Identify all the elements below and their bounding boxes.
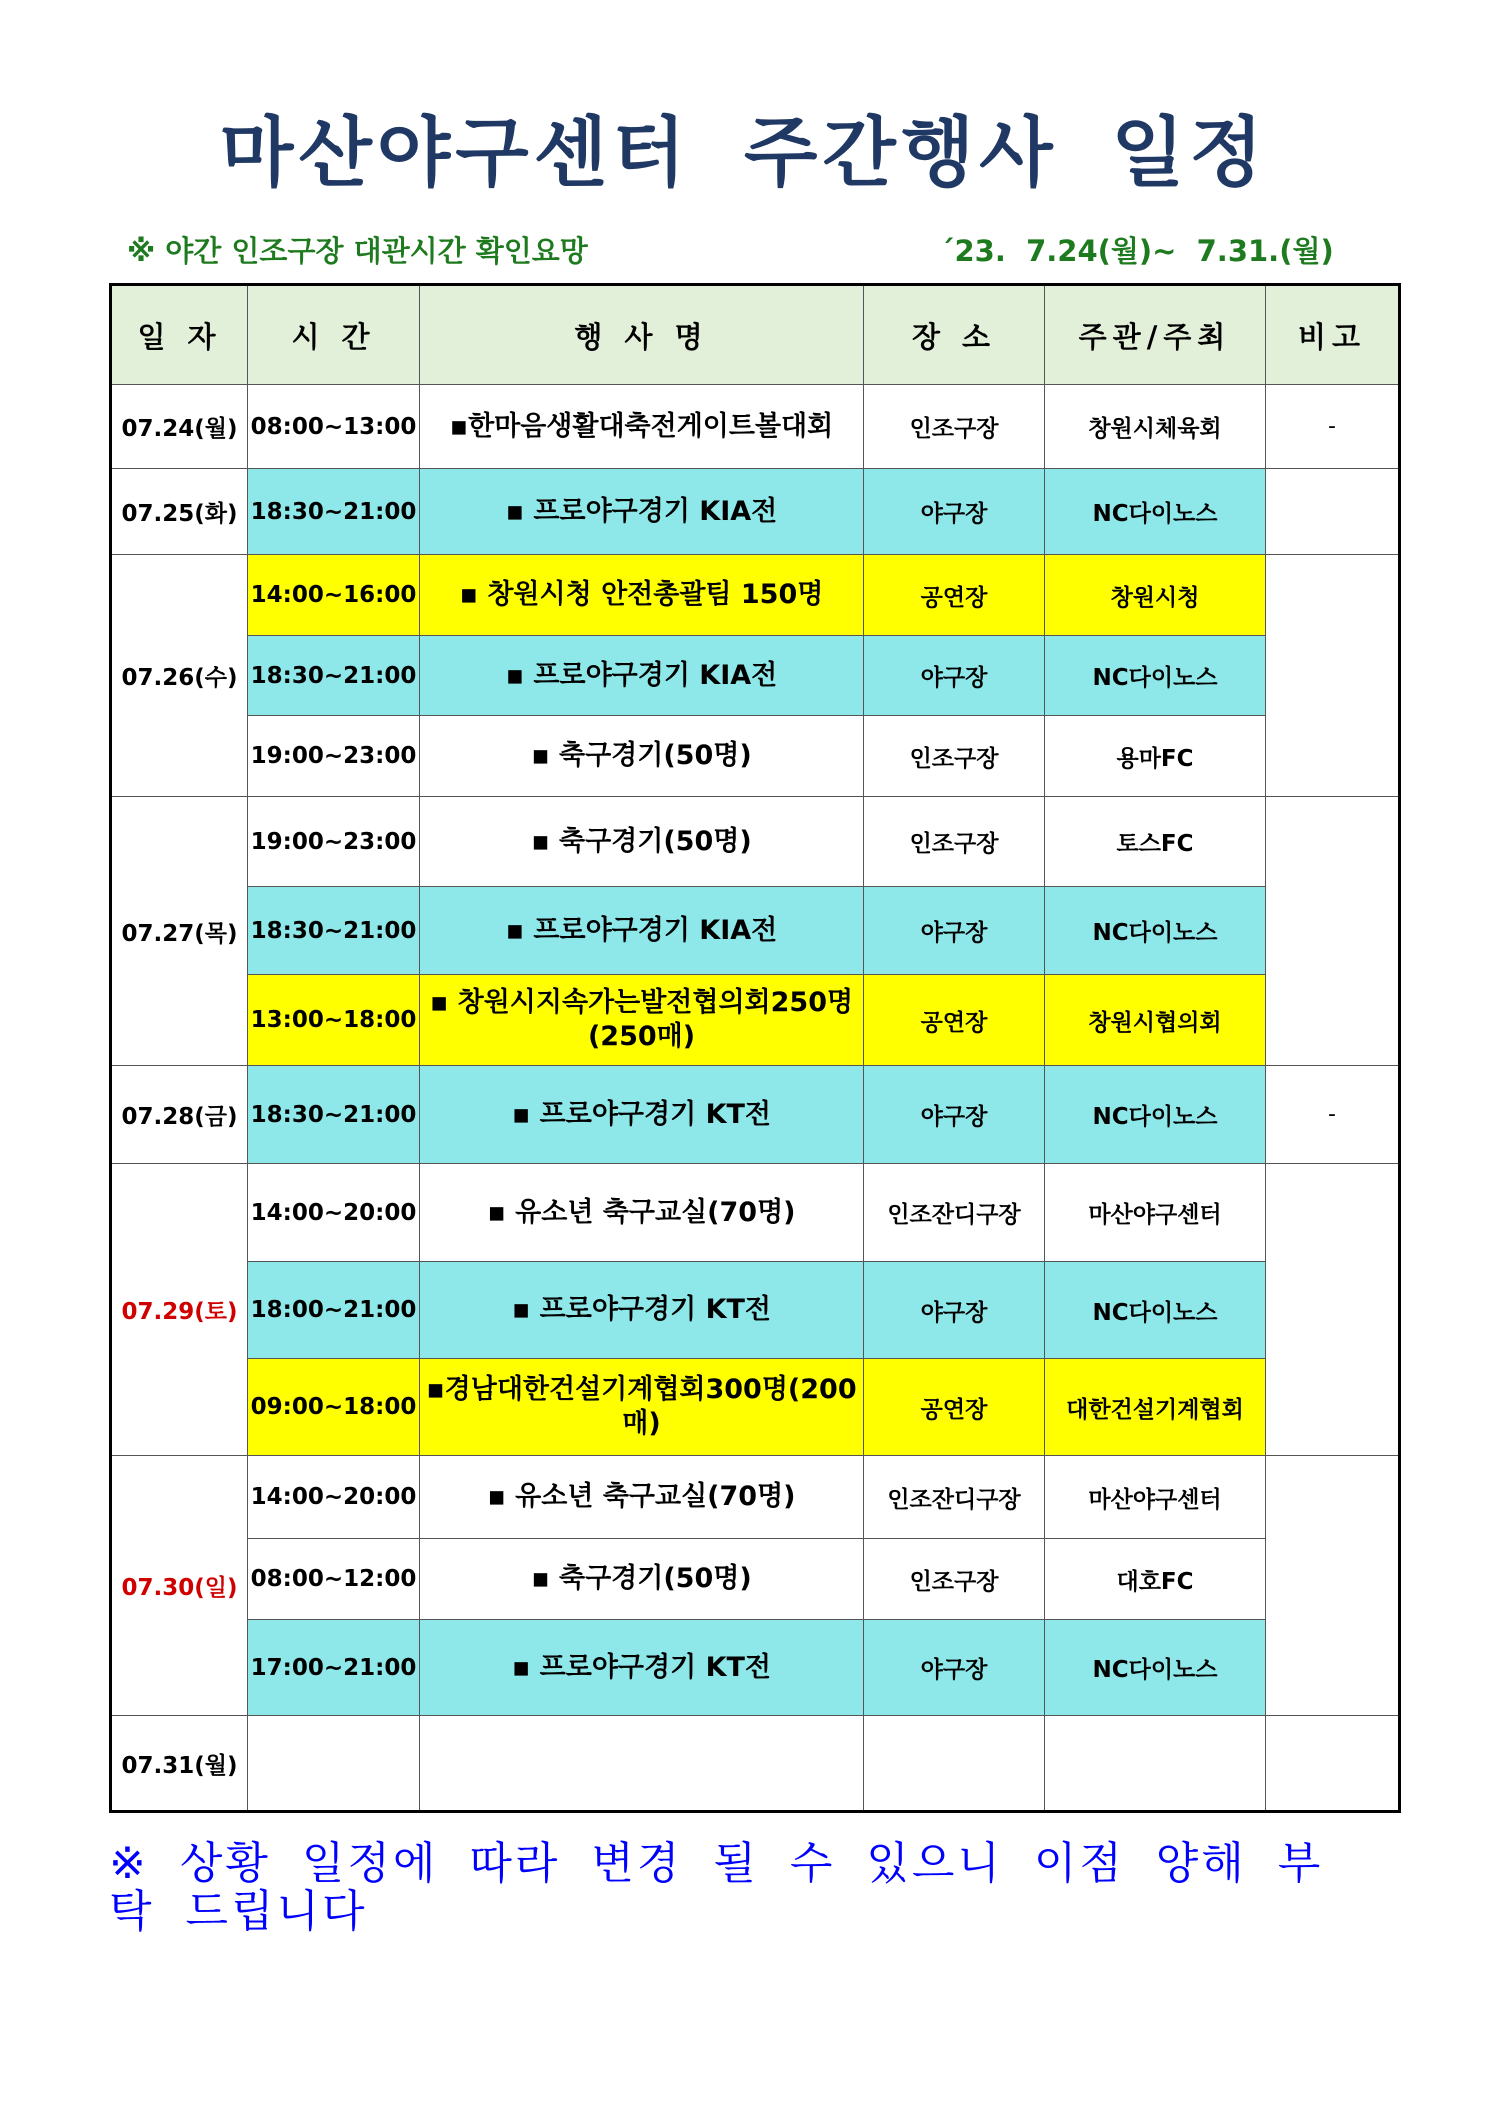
place-cell: 인조구장 <box>864 385 1045 469</box>
note-cell: - <box>1266 1066 1400 1164</box>
organizer-cell <box>1045 1716 1266 1812</box>
place-cell: 인조구장 <box>864 716 1045 797</box>
place-cell: 공연장 <box>864 1359 1045 1456</box>
place-cell: 공연장 <box>864 555 1045 636</box>
organizer-cell: 창원시청 <box>1045 555 1266 636</box>
date-cell: 07.29(토) <box>111 1164 248 1456</box>
note-cell <box>1266 469 1400 555</box>
event-cell: ▪ 프로야구경기 KT전 <box>420 1066 864 1164</box>
place-cell <box>864 1716 1045 1812</box>
organizer-cell: NC다이노스 <box>1045 636 1266 716</box>
place-cell: 야구장 <box>864 1066 1045 1164</box>
event-cell: ▪ 프로야구경기 KT전 <box>420 1620 864 1716</box>
note-cell <box>1266 555 1400 797</box>
event-cell: ▪ 프로야구경기 KT전 <box>420 1262 864 1359</box>
table-row <box>111 716 1400 797</box>
table-row <box>111 975 1400 1066</box>
table-row <box>111 469 1400 555</box>
time-cell: 17:00~21:00 <box>248 1620 420 1716</box>
time-cell: 09:00~18:00 <box>248 1359 420 1456</box>
event-cell: ▪ 축구경기(50명) <box>420 797 864 887</box>
event-cell: ▪ 축구경기(50명) <box>420 1539 864 1620</box>
note-cell <box>1266 1456 1400 1716</box>
event-cell: ▪ 프로야구경기 KIA전 <box>420 469 864 555</box>
time-cell <box>248 1716 420 1812</box>
schedule-table <box>109 283 1401 1813</box>
time-cell: 08:00~12:00 <box>248 1539 420 1620</box>
table-row <box>111 636 1400 716</box>
organizer-cell: 대호FC <box>1045 1539 1266 1620</box>
time-cell: 14:00~20:00 <box>248 1164 420 1262</box>
organizer-cell: 마산야구센터 <box>1045 1456 1266 1539</box>
organizer-cell: 마산야구센터 <box>1045 1164 1266 1262</box>
organizer-cell: 토스FC <box>1045 797 1266 887</box>
table-row <box>111 1164 1400 1262</box>
note-cell <box>1266 1716 1400 1812</box>
event-cell: ▪ 프로야구경기 KIA전 <box>420 636 864 716</box>
table-row <box>111 1456 1400 1539</box>
event-cell: ▪ 유소년 축구교실(70명) <box>420 1164 864 1262</box>
table-row <box>111 1359 1400 1456</box>
header-row <box>111 285 1400 385</box>
organizer-cell: 창원시협의회 <box>1045 975 1266 1066</box>
organizer-cell: NC다이노스 <box>1045 469 1266 555</box>
date-cell: 07.27(목) <box>111 797 248 1066</box>
page-title: 마산야구센터 주간행사 일정 <box>220 108 1268 197</box>
table-row <box>111 887 1400 975</box>
time-cell: 18:30~21:00 <box>248 469 420 555</box>
event-cell: ▪한마음생활대축전게이트볼대회 <box>420 385 864 469</box>
header-organizer: 주관/주최 <box>1045 285 1266 385</box>
date-cell: 07.31(월) <box>111 1716 248 1812</box>
note-cell: - <box>1266 385 1400 469</box>
event-cell: ▪ 축구경기(50명) <box>420 716 864 797</box>
table-row <box>111 1716 1400 1812</box>
time-cell: 13:00~18:00 <box>248 975 420 1066</box>
date-cell: 07.24(월) <box>111 385 248 469</box>
event-cell <box>420 1716 864 1812</box>
time-cell: 18:30~21:00 <box>248 636 420 716</box>
organizer-cell: NC다이노스 <box>1045 1262 1266 1359</box>
place-cell: 인조잔디구장 <box>864 1456 1045 1539</box>
place-cell: 야구장 <box>864 636 1045 716</box>
place-cell: 야구장 <box>864 1620 1045 1716</box>
event-cell: ▪ 창원시청 안전총괄팀 150명 <box>420 555 864 636</box>
organizer-cell: 창원시체육회 <box>1045 385 1266 469</box>
table-row <box>111 797 1400 887</box>
table-row <box>111 1066 1400 1164</box>
date-cell: 07.26(수) <box>111 555 248 797</box>
place-cell: 인조구장 <box>864 797 1045 887</box>
time-cell: 18:30~21:00 <box>248 1066 420 1164</box>
organizer-cell: NC다이노스 <box>1045 1620 1266 1716</box>
header-place: 장 소 <box>864 285 1045 385</box>
event-cell: ▪ 창원시지속가는발전협의회250명 (250매) <box>420 975 864 1066</box>
time-cell: 18:00~21:00 <box>248 1262 420 1359</box>
date-cell: 07.25(화) <box>111 469 248 555</box>
place-cell: 야구장 <box>864 469 1045 555</box>
time-cell: 08:00~13:00 <box>248 385 420 469</box>
time-cell: 19:00~23:00 <box>248 797 420 887</box>
header-note: 비고 <box>1266 285 1400 385</box>
date-cell: 07.30(일) <box>111 1456 248 1716</box>
event-cell: ▪경남대한건설기계협회300명(200매) <box>420 1359 864 1456</box>
table-row <box>111 1262 1400 1359</box>
organizer-cell: 대한건설기계협회 <box>1045 1359 1266 1456</box>
organizer-cell: NC다이노스 <box>1045 1066 1266 1164</box>
time-cell: 19:00~23:00 <box>248 716 420 797</box>
schedule-body <box>111 385 1400 1812</box>
place-cell: 야구장 <box>864 1262 1045 1359</box>
table-row <box>111 1620 1400 1716</box>
header-event: 행 사 명 <box>420 285 864 385</box>
place-cell: 인조잔디구장 <box>864 1164 1045 1262</box>
time-cell: 14:00~20:00 <box>248 1456 420 1539</box>
place-cell: 공연장 <box>864 975 1045 1066</box>
event-cell: ▪ 유소년 축구교실(70명) <box>420 1456 864 1539</box>
period-text: ´23. 7.24(월)~ 7.31.(월) <box>940 234 1334 268</box>
place-cell: 인조구장 <box>864 1539 1045 1620</box>
header-time: 시 간 <box>248 285 420 385</box>
time-cell: 14:00~16:00 <box>248 555 420 636</box>
organizer-cell: NC다이노스 <box>1045 887 1266 975</box>
footer-notice: ※ 상황 일정에 따라 변경 될 수 있으니 이점 양해 부탁 드립니다 <box>109 1838 1324 1937</box>
event-cell: ▪ 프로야구경기 KIA전 <box>420 887 864 975</box>
note-cell <box>1266 797 1400 1066</box>
table-row <box>111 555 1400 636</box>
time-cell: 18:30~21:00 <box>248 887 420 975</box>
header-date: 일 자 <box>111 285 248 385</box>
place-cell: 야구장 <box>864 887 1045 975</box>
table-row <box>111 1539 1400 1620</box>
note-cell <box>1266 1164 1400 1456</box>
notice-text: ※ 야간 인조구장 대관시간 확인요망 <box>127 234 588 268</box>
date-cell: 07.28(금) <box>111 1066 248 1164</box>
table-row <box>111 385 1400 469</box>
organizer-cell: 용마FC <box>1045 716 1266 797</box>
